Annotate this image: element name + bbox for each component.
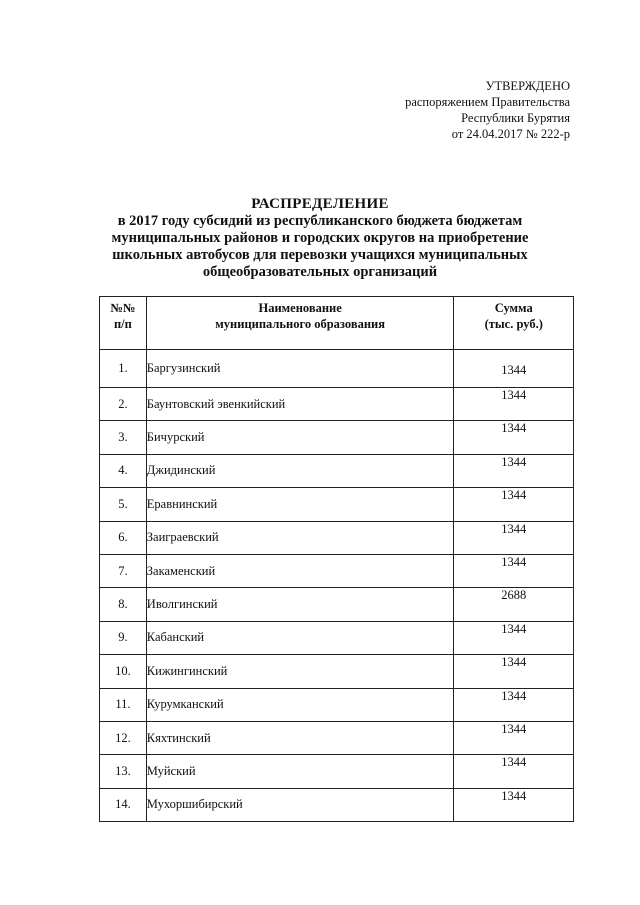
row-sum: 2688 bbox=[454, 588, 574, 621]
table-header-row bbox=[100, 297, 574, 350]
header-name-line-2: муниципального образования bbox=[215, 317, 385, 331]
row-sum: 1344 bbox=[454, 421, 574, 454]
row-sum: 1344 bbox=[454, 488, 574, 521]
table-row bbox=[100, 521, 574, 554]
row-municipality: Муйский bbox=[146, 755, 454, 788]
header-sum-line-2: (тыс. руб.) bbox=[484, 317, 543, 331]
approval-label: УТВЕРЖДЕНО bbox=[485, 79, 570, 93]
table-row bbox=[100, 554, 574, 587]
row-sum: 1344 bbox=[454, 521, 574, 554]
header-number-line-1: №№ bbox=[110, 301, 136, 315]
approval-authority: распоряжением Правительства bbox=[405, 95, 570, 109]
row-number: 6. bbox=[100, 521, 147, 554]
title-line-1: в 2017 году субсидий из республиканского бюджета бюджетам bbox=[117, 213, 523, 229]
row-sum: 1344 bbox=[454, 350, 574, 388]
table-row bbox=[100, 388, 574, 421]
distribution-table bbox=[99, 296, 574, 822]
row-sum: 1344 bbox=[454, 554, 574, 587]
table-row bbox=[100, 588, 574, 621]
row-sum: 1344 bbox=[454, 388, 574, 421]
row-municipality: Мухоршибирский bbox=[146, 788, 454, 821]
row-municipality: Джидинский bbox=[146, 454, 454, 487]
row-municipality: Бичурский bbox=[146, 421, 454, 454]
title-line-2: муниципальных районов и городских округов на приобретение bbox=[111, 230, 529, 246]
row-sum: 1344 bbox=[454, 788, 574, 821]
approval-region: Республики Бурятия bbox=[461, 111, 570, 125]
row-sum: 1344 bbox=[454, 655, 574, 688]
row-municipality: Кижингинский bbox=[146, 655, 454, 688]
row-municipality: Курумканский bbox=[146, 688, 454, 721]
table-row bbox=[100, 488, 574, 521]
title-heading: РАСПРЕДЕЛЕНИЕ bbox=[251, 196, 389, 212]
table-row bbox=[100, 655, 574, 688]
row-number: 2. bbox=[100, 388, 147, 421]
row-number: 3. bbox=[100, 421, 147, 454]
row-number: 10. bbox=[100, 655, 147, 688]
row-number: 12. bbox=[100, 721, 147, 754]
table-row bbox=[100, 350, 574, 388]
approval-date-number: от 24.04.2017 № 222-р bbox=[451, 127, 570, 141]
row-sum: 1344 bbox=[454, 621, 574, 654]
header-sum-line-1: Сумма bbox=[494, 301, 533, 315]
row-number: 8. bbox=[100, 588, 147, 621]
row-number: 1. bbox=[100, 350, 147, 388]
header-number bbox=[100, 297, 147, 350]
header-sum bbox=[454, 297, 574, 350]
row-number: 14. bbox=[100, 788, 147, 821]
row-municipality: Закаменский bbox=[146, 554, 454, 587]
row-number: 11. bbox=[100, 688, 147, 721]
row-municipality: Баунтовский эвенкийский bbox=[146, 388, 454, 421]
table-row bbox=[100, 721, 574, 754]
header-name-line-1: Наименование bbox=[258, 301, 342, 315]
header-number-line-2: п/п bbox=[113, 317, 132, 331]
row-number: 4. bbox=[100, 454, 147, 487]
row-municipality: Кабанский bbox=[146, 621, 454, 654]
table-row bbox=[100, 621, 574, 654]
row-number: 5. bbox=[100, 488, 147, 521]
row-sum: 1344 bbox=[454, 755, 574, 788]
table-row bbox=[100, 421, 574, 454]
title-line-3: школьных автобусов для перевозки учащихся муниципальных bbox=[112, 247, 528, 263]
row-municipality: Заиграевский bbox=[146, 521, 454, 554]
row-sum: 1344 bbox=[454, 454, 574, 487]
row-municipality: Еравнинский bbox=[146, 488, 454, 521]
row-number: 13. bbox=[100, 755, 147, 788]
table-row bbox=[100, 688, 574, 721]
row-number: 9. bbox=[100, 621, 147, 654]
title-line-4: общеобразовательных организаций bbox=[202, 264, 438, 280]
row-sum: 1344 bbox=[454, 688, 574, 721]
header-name bbox=[146, 297, 454, 350]
row-sum: 1344 bbox=[454, 721, 574, 754]
row-municipality: Иволгинский bbox=[146, 588, 454, 621]
document-title bbox=[90, 196, 550, 281]
row-municipality: Кяхтинский bbox=[146, 721, 454, 754]
approval-stamp bbox=[310, 78, 570, 142]
table-row bbox=[100, 454, 574, 487]
row-municipality: Баргузинский bbox=[146, 350, 454, 388]
table-row bbox=[100, 755, 574, 788]
table-row bbox=[100, 788, 574, 821]
row-number: 7. bbox=[100, 554, 147, 587]
